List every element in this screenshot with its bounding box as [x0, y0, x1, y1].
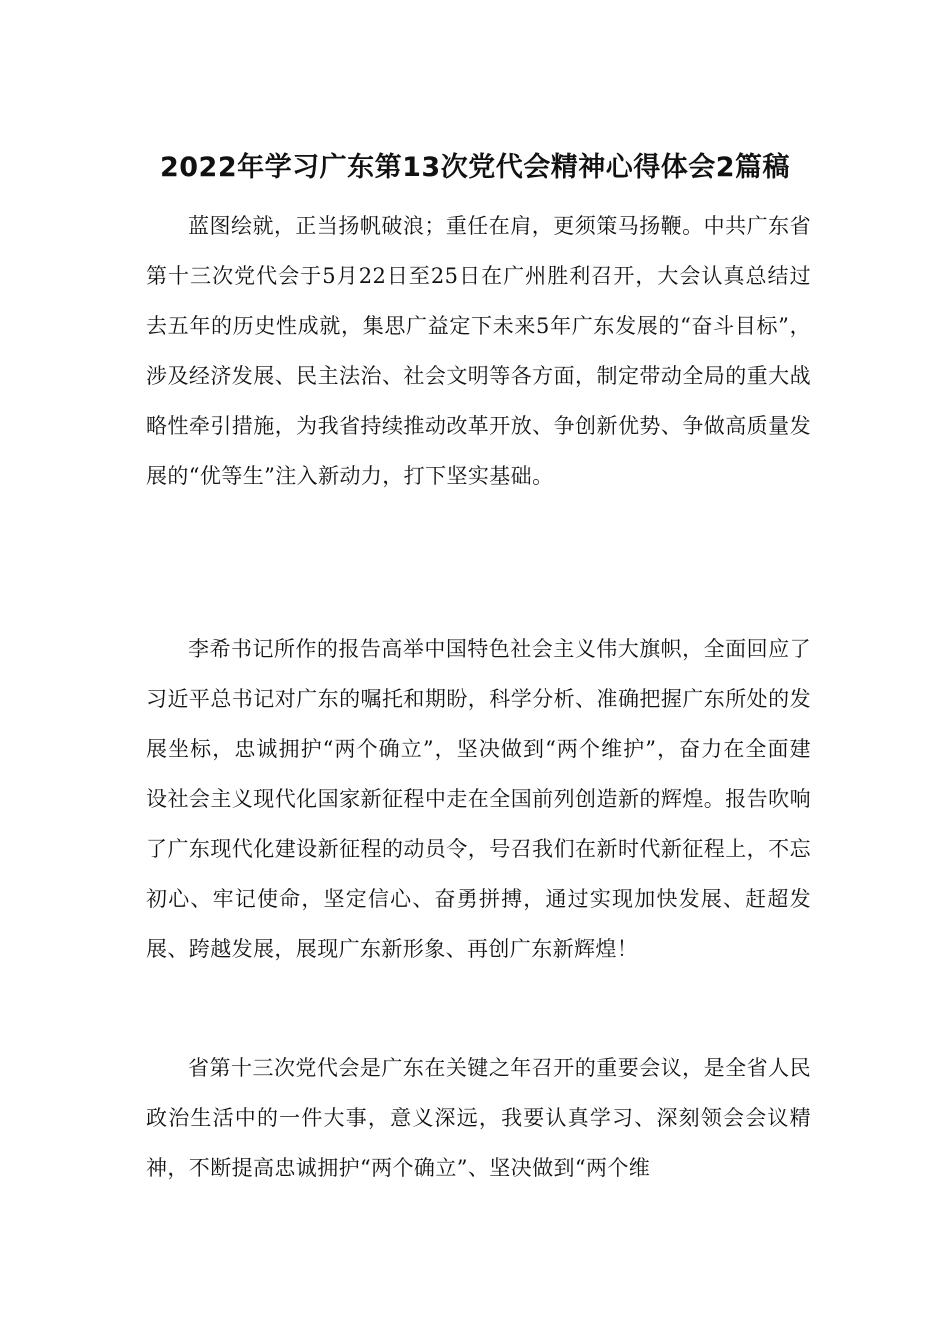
paragraph-1: 蓝图绘就，正当扬帆破浪；重任在肩，更须策马扬鞭。中共广东省第十三次党代会于5月22日至25日在广州胜利召开，大会认真总结过去五年的历史性成就，集思广益定下未来5年广东发展的“奋斗目标”，涉及经济发展、民主法治、社会文明等各方面，制定带动全局的重大战略性牵引措施，为我省持续推动改革开放、争创新优势、争做高质量发展的“优等生”注入新动力，打下坚实基础。	[146, 214, 811, 488]
document-title: 2022年学习广东第13次党代会精神心得体会2篇稿	[159, 152, 790, 184]
paragraph-2: 李希书记所作的报告高举中国特色社会主义伟大旗帜，全面回应了习近平总书记对广东的嘱托和期盼，科学分析、准确把握广东所处的发展坐标，忠诚拥护“两个确立”，坚决做到“两个维护”，奋力在全面建设社会主义现代化国家新征程中走在全国前列创造新的辉煌。报告吹响了广东现代化建设新征程的动员令，号召我们在新时代新征程上，不忘初心、牢记使命，坚定信心、奋勇拼搏，通过实现加快发展、赶超发展、跨越发展，展现广东新形象、再创广东新辉煌！	[146, 637, 811, 961]
paragraph-3: 省第十三次党代会是广东在关键之年召开的重要会议，是全省人民政治生活中的一件大事，意义深远，我要认真学习、深刻领会会议精神，不断提高忠诚拥护“两个确立”、坚决做到“两个维	[146, 1056, 811, 1180]
